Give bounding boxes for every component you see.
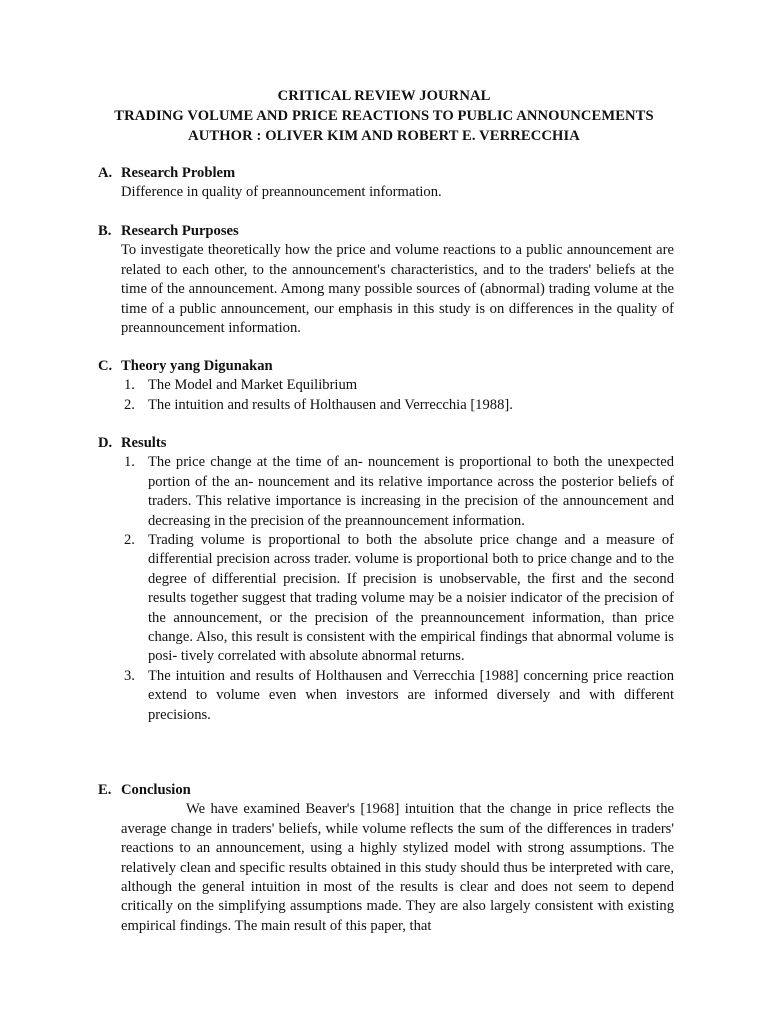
journal-type-heading: CRITICAL REVIEW JOURNAL [277, 88, 491, 104]
theory-list [98, 376, 674, 415]
document-header [0, 86, 768, 146]
section-body: To investigate theoretically how the price and volume reactions to a public announcement are related to each other, to the announcement's characteristics, and to the traders' beliefs at the time of the announcement. Among many possible sources of (abnormal) trading volume at the time of a public announcement, our emphasis in this study is on differences in the quality of preannouncement information. [121, 242, 674, 337]
section-letter: C. [98, 358, 113, 374]
list-item-text: The price change at the time of an- nouncement is proportional to both the unexpected portion of the an- nouncement and its relative importance across the posterior beliefs of traders. This relative importance is increasing in the precision of the announcement and decreasing in the precision of the preannouncement information. [148, 454, 674, 529]
list-number: 3. [124, 667, 135, 684]
section-title: Research Purposes [121, 223, 239, 239]
list-number: 2. [124, 532, 135, 549]
section-heading [98, 222, 674, 241]
list-number: 2. [124, 396, 135, 413]
section-title: Results [121, 435, 167, 451]
section-letter: B. [98, 223, 112, 239]
list-number: 1. [124, 454, 135, 471]
section-heading [98, 781, 674, 800]
list-item [98, 453, 674, 531]
section-title: Research Problem [121, 165, 236, 181]
list-number: 1. [124, 377, 135, 394]
section-research-purposes [98, 222, 674, 338]
list-item [98, 531, 674, 667]
section-letter: D. [98, 435, 113, 451]
author-heading: AUTHOR : OLIVER KIM AND ROBERT E. VERRECCHIA [188, 128, 580, 144]
section-heading [98, 357, 674, 376]
section-heading [98, 434, 674, 453]
section-results [98, 434, 674, 725]
section-body: We have examined Beaver's [1968] intuition that the change in price reflects the average change in traders' beliefs, while volume reflects the sum of the differences in traders' reactions to an announcement, using a highly stylized model with strong assumptions. The relatively clean and specific results obtained in this study should thus be interpreted with care, although the general intuition in most of the results is clear and does not seem to depend critically on the simplifying assumptions made. They are also largely consistent with existing empirical findings. The main result of this paper, that [121, 801, 674, 934]
list-item-text: The intuition and results of Holthausen and Verrecchia [1988] concerning price reaction extend to volume even when investors are informed diversely and with different precisions. [148, 667, 674, 723]
section-title: Conclusion [121, 782, 191, 798]
results-list [98, 453, 674, 725]
section-theory [98, 357, 674, 415]
list-item-text: The Model and Market Equilibrium [148, 377, 358, 394]
section-letter: E. [98, 782, 112, 798]
list-item-text: Trading volume is proportional to both the absolute price change and a measure of differential precision across trader. volume is proportional both to price change and to the degree of differential precision. If precision is unobservable, the first and the second results together suggest that trading volume may be a noisier indicator of the precision of the announcement, or the precision of the preannouncement information, than price change. Also, this result is consistent with the empirical findings that abnormal volume is posi- tively correlated with absolute abnormal returns. [148, 532, 674, 665]
list-item [98, 376, 674, 395]
section-research-problem [98, 164, 674, 203]
section-conclusion [98, 781, 674, 936]
section-letter: A. [98, 165, 113, 181]
section-body: Difference in quality of preannouncement information. [121, 184, 442, 201]
paper-title-heading: TRADING VOLUME AND PRICE REACTIONS TO PUBLIC ANNOUNCEMENTS [114, 108, 654, 124]
section-heading [98, 164, 674, 183]
section-title: Theory yang Digunakan [121, 358, 273, 374]
list-item [98, 667, 674, 725]
list-item [98, 396, 674, 415]
list-item-text: The intuition and results of Holthausen and Verrecchia [1988]. [148, 396, 513, 413]
